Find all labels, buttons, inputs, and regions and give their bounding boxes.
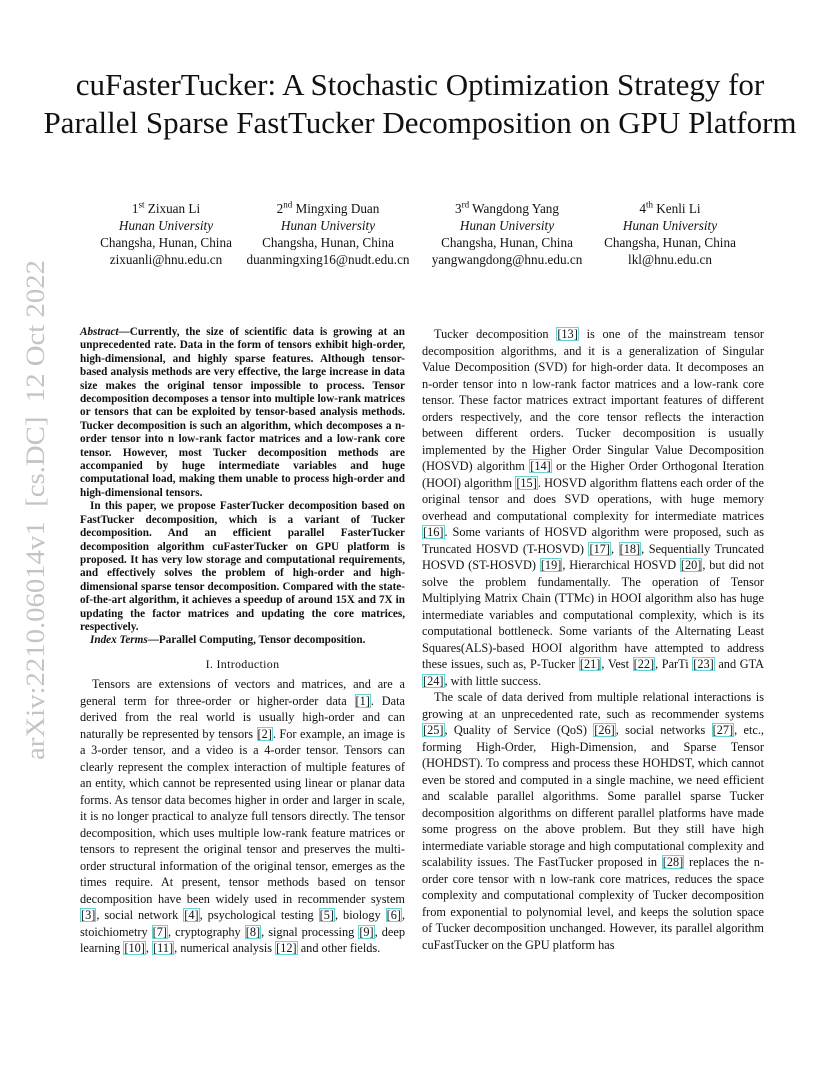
index-terms-label: Index Terms — [90, 634, 148, 647]
paragraph-text: . Some variants of HOSVD algorithm were proposed, such as Truncated HOSVD (T-HOSVD) — [422, 525, 764, 556]
citation-link[interactable]: [23] — [693, 657, 714, 671]
citation-link[interactable]: [18] — [619, 541, 641, 556]
citation-link[interactable]: [22] — [633, 657, 655, 671]
citation-link[interactable]: [1] — [355, 693, 370, 708]
author-name: 1st Zixuan Li — [131, 199, 201, 216]
paragraph-text: . For example, an image is a 3-order tensor, and a video is a 4-order tensor. Tensors can clearly represent the complex interaction of multiple features of an entity, which cannot be represented using linear or planar data forms. As tensor data becomes higher in order and larger in scale, it is no longer practical to analyze full tensors directly. The tensor decomposition, which uses multiple low-rank feature matrices or tensors to represent the original tensor and preserves the multi-order structural information of the original tensor, emerges as the times require. At present, tensor methods based on tensor decomposition have been widely used in recommender system — [80, 726, 405, 906]
author-email: duanmingxing16@nudt.edu.cn — [246, 252, 410, 267]
citation-link[interactable]: [9] — [359, 924, 374, 939]
intro-paragraph — [80, 676, 405, 957]
section-heading: I. Introduction — [205, 656, 280, 671]
paragraph-text: , cryptography — [168, 924, 245, 939]
citation-link[interactable]: [14] — [530, 459, 551, 473]
abstract-paragraph-2: In this paper, we propose FasterTucker decomposition based on FastTucker decomposition, which is a variant of Tucker decomposition. And an efficient parallel FasterTucker decomposition algorithm cuFasterTucker on GPU platform is proposed. It has very low storage and computational requirements, and effectively solves the problem of high-order and high-dimensional sparse tensor decomposition. Compared with the state-of-the-art algorithm, it achieves a speedup of around 15X and 7X in updating the factor matrices and updating the core matrices, respectively. — [80, 500, 405, 633]
author-2 — [228, 200, 428, 268]
citation-link[interactable]: [17] — [589, 541, 610, 556]
hohdst-paragraph — [422, 689, 764, 953]
citation-link[interactable]: [27] — [712, 723, 734, 737]
author-name: 3rd Wangdong Yang — [454, 199, 559, 216]
abstract-label: Abstract — [80, 326, 119, 338]
citation-link[interactable]: [3] — [81, 908, 96, 923]
arxiv-identifier — [13, 260, 53, 760]
paragraph-text: , psychological testing — [199, 908, 319, 923]
tucker-paragraph — [422, 326, 764, 689]
paragraph-text: , — [610, 541, 619, 556]
abstract-paragraph: Abstract—Currently, the size of scientific data is growing at an unprecedented rate. Data in the form of tensors exhibit high-order, high-dimensional, and highly sparse features. Although tensor-based analysis methods are very effective, the large increase in data size makes the original tensor impossible to process. Tensor decomposition decomposes a tensor into multiple low-rank matrices or tensors that can be exploited by tensor-based analysis methods. Tucker decomposition is such an algorithm, which decomposes a n-order tensor into n low-rank factor matrices and a low-rank core tensor. However, most Tucker decomposition methods are accompanied by huge intermediate variables and huge computational load, making them unable to process high-order and high-dimensional tensors. — [80, 326, 405, 499]
paragraph-text: is one of the mainstream tensor decomposition algorithms, and it is a generalization of Singular Value Decomposition (SVD) for high-order data. It decomposes an n-order tensor into n low-rank factor matrices and a low-rank core tensor. These factor matrices extract important features of different orders respectively, and the core tensor reflects the interaction between different orders. Tucker decomposition is usually implemented by the Higher Order Singular Value Decomposition (HOSVD) algorithm — [422, 327, 764, 473]
citation-link[interactable]: [6] — [386, 908, 401, 923]
citation-link[interactable]: [12] — [276, 941, 297, 956]
paragraph-text: , with little success. — [444, 673, 542, 688]
paragraph-text: , etc., forming High-Order, High-Dimension, and Sparse Tensor (HOHDST). To compress and process these HOHDST, which cannot even be stored and computed in a single machine, we need efficient and scalable parallel algorithms. Some parallel sparse Tucker decomposition algorithms on different parallel platforms have made some progress on the above problem. But they still have high intermediate variable storage and high computational complexity and scalability issues. The FastTucker proposed in — [422, 723, 764, 869]
paragraph-text: Tensors are extensions of vectors and matrices, and are a general term for three-order or higher-order data — [80, 677, 405, 708]
paragraph-text: , Vest — [601, 657, 633, 671]
paragraph-text: , biology — [335, 908, 386, 923]
author-4 — [570, 200, 770, 268]
citation-link[interactable]: [20] — [680, 558, 702, 572]
citation-link[interactable]: [19] — [540, 558, 562, 572]
paragraph-text: , stoichiometry — [80, 908, 406, 939]
paragraph-text: Tucker decomposition — [434, 327, 557, 341]
citation-link[interactable]: [11] — [153, 941, 174, 956]
citation-link[interactable]: [10] — [124, 941, 145, 956]
citation-link[interactable]: [21] — [579, 657, 601, 671]
author-block — [0, 200, 828, 280]
author-location: Changsha, Hunan, China — [100, 235, 232, 250]
paragraph-text: , but did not solve the problem fundamentally. The operation of Tensor Multiplying Matrix Chain (TTMc) in HOOI algorithm also has huge intermediate variables and computational complexity, which is its computational bottleneck. Some variants of the Alternating Least Squares(ALS)-based HOOI algorithm have attempted to address these issues, such as, P-Tucker — [422, 558, 764, 671]
paragraph-text: , Quality of Service (QoS) — [444, 723, 594, 737]
author-name: 2nd Mingxing Duan — [276, 199, 380, 216]
paragraph-text: . Data derived from the real world is usually high-order and can naturally be represented by tensors — [80, 693, 405, 741]
citation-link[interactable]: [25] — [423, 723, 444, 737]
paragraph-text: replaces the n-order core tensor with n low-rank core matrices, reduces the space complexity and computational complexity of Tucker decomposition from exponential to polynomial level, and keeps the solution space of Tucker decomposition unchanged. However, its parallel algorithm cuFastTucker on the GPU platform has — [422, 855, 764, 952]
author-email: yangwangdong@hnu.edu.cn — [431, 252, 583, 267]
author-affiliation: Hunan University — [622, 218, 718, 233]
citation-link[interactable]: [4] — [184, 908, 199, 923]
citation-link[interactable]: [2] — [257, 726, 272, 741]
citation-link[interactable]: [15] — [516, 475, 537, 490]
paragraph-text: , deep learning — [80, 924, 405, 956]
paragraph-text: . HOSVD algorithm flattens each order of the original tensor and does SVD operations, with huge memory overhead and computational complexity for intermediate matrices — [422, 475, 764, 523]
paragraph-text: , — [145, 941, 153, 956]
paragraph-text: and GTA — [714, 657, 764, 671]
index-terms: Index Terms—Parallel Computing, Tensor decomposition. — [90, 634, 366, 647]
author-location: Changsha, Hunan, China — [604, 235, 736, 250]
paragraph-text: The scale of data derived from multiple relational interactions is growing at an unprecedented rate, such as recommender systems — [422, 690, 764, 721]
paragraph-text: and other fields. — [297, 941, 381, 956]
index-terms-text: Parallel Computing, Tensor decomposition. — [158, 634, 366, 647]
arxiv-id-text: arXiv:2210.06014v1 [cs.DC] 12 Oct 2022 — [21, 307, 50, 760]
left-column — [80, 326, 405, 957]
citation-link[interactable]: [5] — [319, 908, 335, 923]
author-location: Changsha, Hunan, China — [441, 235, 573, 250]
paragraph-text: , social networks — [615, 723, 712, 737]
author-affiliation: Hunan University — [280, 218, 376, 233]
abstract-text: Currently, the size of scientific data is growing at an unprecedented rate. Data in the form of tensors exhibit high-order, high-dimensional, and highly sparse features. Although tensor-based analysis methods are very effective, the large increase in data size makes the original tensor impossible to process. Tensor decomposition decomposes a tensor into multiple low-rank matrices or tensors that can be exploited by tensor-based analysis methods. Tucker decomposition is such an algorithm, which decomposes a n-order tensor into n low-rank factor matrices and a low-rank core tensor. However, most Tucker decomposition methods are accompanied by huge intermediate variables and huge computational load, making them unable to process high-order and high-dimensional tensors. — [80, 326, 405, 499]
citation-link[interactable]: [16] — [423, 525, 444, 539]
author-name: 4th Kenli Li — [639, 199, 701, 216]
right-column — [422, 326, 764, 953]
paragraph-text: , social network — [96, 908, 184, 923]
author-affiliation: Hunan University — [118, 218, 214, 233]
citation-link[interactable]: [7] — [152, 924, 168, 939]
paragraph-text: , ParTi — [655, 657, 693, 671]
author-email: lkl@hnu.edu.cn — [628, 252, 712, 267]
citation-link[interactable]: [13] — [557, 327, 578, 341]
paragraph-text: or the Higher Order Orthogonal Iteration (HOOI) algorithm — [422, 459, 765, 490]
paper-title: cuFasterTucker: A Stochastic Optimization Strategy for Parallel Sparse FastTucker Decomposition on GPU Platform — [43, 67, 797, 140]
paragraph-text: , Sequentially Truncated HOSVD (ST-HOSVD) — [422, 541, 764, 572]
paragraph-text: , signal processing — [261, 924, 359, 939]
paragraph-text: , Hierarchical HOSVD — [562, 558, 680, 572]
citation-link[interactable]: [28] — [662, 855, 684, 869]
citation-link[interactable]: [8] — [245, 924, 261, 939]
author-affiliation: Hunan University — [459, 218, 555, 233]
citation-link[interactable]: [26] — [594, 723, 615, 737]
author-location: Changsha, Hunan, China — [262, 235, 394, 250]
author-email: zixuanli@hnu.edu.cn — [109, 252, 223, 267]
citation-link[interactable]: [24] — [423, 673, 444, 688]
paragraph-text: , numerical analysis — [174, 941, 276, 956]
